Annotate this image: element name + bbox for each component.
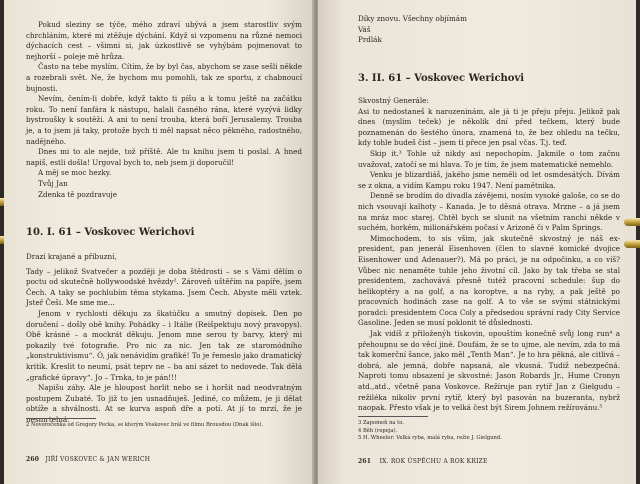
letter-heading: 10. I. 61 – Voskovec Werichovi (26, 227, 195, 238)
footnote: 5 H. Wheeler: Velká ryba, malá ryba, režie J. Gielgund. (358, 435, 502, 442)
paragraph: Dnes mi to ale nejde, tož příště. Ale tu knihu jsem ti poslal. A hned napiš, estli došla! Urgoval bych to, neb jsem ji doporučil! (26, 147, 302, 167)
paragraph: Venku je blizardiáš, jakého jsme neměli od let osmdesátých. Dívám se z okna, a vidím Kampu roku 1947. Není pamětnika. (358, 170, 620, 190)
footnote: 3 Zapomeň na to. (358, 420, 404, 426)
paragraph: Denně se brodím do divadla závějemi, nosím vysoké galoše, co se do nich vsouvají kalhoty – Kanada. Je to děsná otrava. Mrzne – a já jsem na mráz moc starej. Chtěl bych se slunit na všetním ranchi někde v suchém, horkém, milionářském počasí v Arizoně či v Palm Springs. (358, 191, 620, 233)
left-page (4, 0, 314, 484)
page-clip-right-top (624, 218, 640, 226)
running-title: IX. ROK ÚSPĚCHU A ROK KRIZE (379, 458, 488, 465)
closing-line: A měj se moc hezky. (38, 168, 112, 178)
footnote-rule (358, 416, 428, 417)
paragraph: Jenom v rychlosti děkuju za škatúčku a smutný dopísek. Den po doručení – došly obě knihy. Pohádky – i Itálie (Reišpektuju nový pravopys). Obě krásné – a mockrát děkuju. Jenom mne serou ty barvy, který mi pokazily tvé fotografie. Pro nic za nic. Jen tak ze staromódního „konstruktivismu“. Ó, jak nenávidím grafiké! To je řemeslo jako dramatický kritik. Kreslit to neumí, psát teprv ne – ba ani sázet to nedovede. Tak dělá „grafické úpravy“. Jo – Trnka, to je pán!!! (26, 308, 302, 382)
page-number: 260 (26, 456, 40, 463)
left-footnote-area (26, 418, 302, 430)
right-page (318, 0, 636, 484)
right-letter-body (358, 96, 620, 414)
closing-line: Prdlák (358, 35, 382, 45)
page-number: 261 (358, 458, 372, 465)
right-footnote-area (358, 416, 620, 443)
paragraph: Asi to nedostaneš k narozeninám, ale já ti je přeju přeju. Jelikož pak dnes (myslím teček) je několik dní před tečkem, který bude poznamenán do šestého února, znamená to, že bez ohledu na tečku, kdy tohle budeš číst – jsem ti přece jen psal včas. T.j. teď. (358, 106, 620, 148)
running-title: JIŘÍ VOSKOVEC & JAN WERICH (45, 456, 151, 463)
salutation: Skvostný Generále: (358, 96, 429, 105)
left-folio (26, 456, 302, 464)
paragraph: Pokud sleziny se týče, mého zdraví ubývá a jsem starostliv svým chrchláním, které mi ztěžuje dýchání. Když si vzpomenu na různé nemoci dýchacích cest – všimni si, jak úzkostlivě se vyhýbám pojmenovat to nejhorší – poleje mě hrůza. (26, 20, 302, 61)
paragraph: Skip it.³ Tohle už nikdy asi nepochopím. Jakmile o tom začnu uvažovat, zatočí se mi hlava. To je tím, že jsem matematické nemehlo. (358, 148, 620, 169)
footnote: 4 Běh (repeja). (358, 427, 398, 434)
footnote: 2 Novoročenka od Gregory Pecka, se kterým Voskovec hrál ve filmu Brousdou (Dnak išlo). (26, 422, 263, 428)
right-top-text (358, 14, 620, 46)
letter-heading: 3. II. 61 – Voskovec Werichovi (358, 73, 525, 84)
paragraph: Nevím, čením-li dobře, když takto ti píšu a k tomu ještě na začátku roku. To není fanfára k nástupu, halali časného rána, které vyzývá lidky bystroušky k soutěži. A ani to není trouba, která boří Jerusalemy. Trouba je, a to jsem já taky, protože bych ti měl napsat něco pěkného, radostného, nadějného. (26, 94, 302, 146)
right-folio (358, 458, 620, 466)
closing-line: Díky znovu. Všechny objímám (358, 14, 467, 23)
closing-line: Zdenka tě pozdravuje (38, 189, 118, 199)
footnote-rule (26, 418, 96, 419)
paragraph: Často na tebe myslím. Cítím, že by byl čas, abychom se zase sešli někde a rozebrali svět. Ne, že bychom mu pomohli, tak ze sportu, z chabnoucí bujnosti. (26, 62, 302, 93)
closing-line: Tvůj Jan (38, 178, 68, 188)
left-top-text (26, 20, 302, 200)
page-clip-right-bottom (624, 240, 640, 248)
paragraph: Tady – jelikož Svatvečer a později je doba štědrosti – se s Vámi dělím o poctu od skutečně hollywoodské hvězdy². Zároveň uštěřím na papíře, jsem Čech. A taky se pochlubím těma stykama. Jsem Čech. Abyste měli vztek. Jsteř Češi. Me sme me… (26, 266, 302, 308)
closing-line: Váš (358, 24, 371, 34)
paragraph: Mimochodem, to sis všim, jak skutečně skvostný je náš ex-president, pan jenerál Eisenhoven (člen to slavné komické dvojice Eisenhower und Adenauer?). Má po práci, je na odpočinku, a co víš? Vůbec nic nenaměte tuhle jeho životní cíl. Jako by tak třeba se stal presidentem, zachovává přesně tutéž pracovní schedule: šup do helikoptéry a na golf, a na koroptve, a na ryby, a pak ještě po pracovních hodinách zase na golf. A to vše se svými státnickými poradci: presidentem Coca Coly a předsedou správní rady City Service Gasoline. Jeden se musí poklonit té důslednosti. (358, 233, 620, 328)
paragraph: Napišu záhy. Ale je hloupost horlit nebo se i horšit nad neodvratným postupem Zubaté. To již to jen usnadňuješ. Jediné, co můžem, je ji dělat obtíže a shválnosti. At se kurva aspoň dře a potí. At jí to mrzí, že je nesmrtelná. (26, 383, 302, 424)
salutation: Drazí krajané a příbuzní, (26, 252, 117, 261)
left-letter-body (26, 252, 302, 426)
paragraph: Jak vidíš z přiloženýh tiskovin, opouštím konečně svůj long run⁴ a přehoupnu se do věcí jiné. Doufám, že se to ujme, ale nevím, zda to má tak komerční šance, jako měl „Tenth Man“. Je to hra pěkná, ale citlivá – dobrá, ale jemná, dobře napsaná, ale vkusná. Tudiž nebezpečná. Naproti tomu obsazení je skvostné: Jason Robards Jr., Hume Cronyn atd.,atd., včetně pana Voskovce. Režíruje pan rytíř Jan z Gielgudu – režiléka nikoliv první rytíř, který byl pasován na buzeranta, nybrž naopak. Přesto však je to velká čest být Sirem Johnem režírovánu.⁵ (358, 329, 620, 413)
